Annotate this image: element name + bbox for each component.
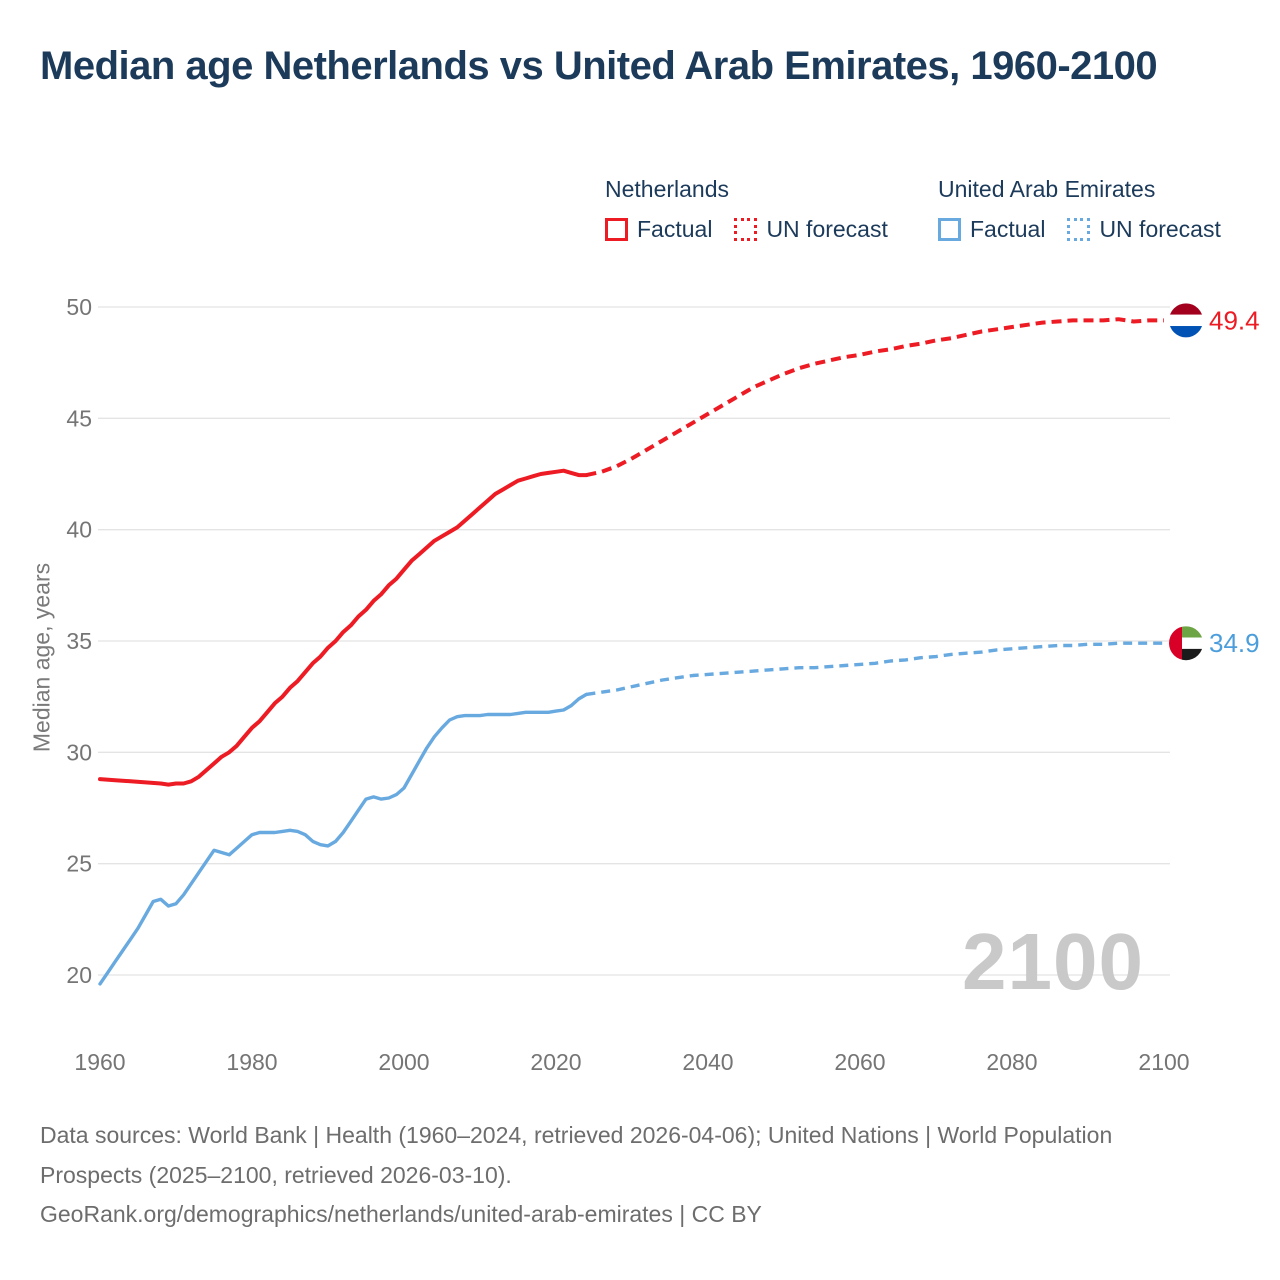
netherlands-flag-icon <box>1169 303 1203 338</box>
x-tick-label-2020: 2020 <box>530 1049 582 1075</box>
end-value-label-nl: 49.4 <box>1209 305 1260 336</box>
ae-flag-band-green <box>1182 626 1203 637</box>
x-tick-label-2000: 2000 <box>378 1049 430 1075</box>
ae-flag-band-red <box>1169 626 1182 660</box>
data-sources-text: Data sources: World Bank | Health (1960–2024, retrieved 2026-04-06); United Nations | World Population Prospects (2025–2100, retrieved 2026-03-10). <box>40 1122 1113 1188</box>
uae-factual-label: Factual <box>970 216 1046 242</box>
x-tick-label-2040: 2040 <box>682 1049 734 1075</box>
attribution-text: GeoRank.org/demographics/netherlands/united-arab-emirates | CC BY <box>40 1201 762 1228</box>
uae-forecast-label: UN forecast <box>1099 216 1221 242</box>
y-tick-label-30: 30 <box>66 739 92 766</box>
ae-flag-band-black <box>1182 649 1203 661</box>
x-tick-label-2080: 2080 <box>986 1049 1038 1075</box>
x-tick-label-2100: 2100 <box>1138 1049 1190 1075</box>
page-title: Median age Netherlands vs United Arab Emirates, 1960-2100 <box>40 44 1158 88</box>
y-tick-label-50: 50 <box>66 294 92 320</box>
x-tick-label-1980: 1980 <box>226 1049 278 1075</box>
y-tick-label-35: 35 <box>66 628 92 654</box>
footer <box>40 1116 1168 1235</box>
nl-flag-band-blue <box>1169 326 1203 338</box>
legend-header-uae: United Arab Emirates <box>938 176 1156 202</box>
nl-flag-band-white <box>1169 315 1203 326</box>
nl-flag-band-red <box>1169 303 1203 314</box>
legend-header-netherlands: Netherlands <box>605 176 730 202</box>
watermark-year: 2100 <box>962 917 1144 1006</box>
y-tick-label-45: 45 <box>66 405 92 432</box>
ae-flag-band-white <box>1182 638 1203 649</box>
end-value-label-ae: 34.9 <box>1209 628 1260 659</box>
x-tick-label-2060: 2060 <box>834 1049 886 1075</box>
series-line-united-arab-emirates-factual <box>100 694 586 984</box>
netherlands-factual-label: Factual <box>637 216 713 242</box>
series-line-united-arab-emirates-un-forecast <box>586 643 1164 694</box>
y-tick-label-25: 25 <box>66 850 92 877</box>
x-tick-label-1960: 1960 <box>74 1049 126 1075</box>
y-tick-label-20: 20 <box>66 962 92 988</box>
y-axis-title: Median age, years <box>28 562 55 753</box>
y-tick-label-40: 40 <box>66 516 92 543</box>
uae-flag-icon <box>1169 626 1203 661</box>
series-line-netherlands-un-forecast <box>586 319 1164 475</box>
netherlands-forecast-label: UN forecast <box>766 216 888 242</box>
series-line-netherlands-factual <box>100 471 586 785</box>
